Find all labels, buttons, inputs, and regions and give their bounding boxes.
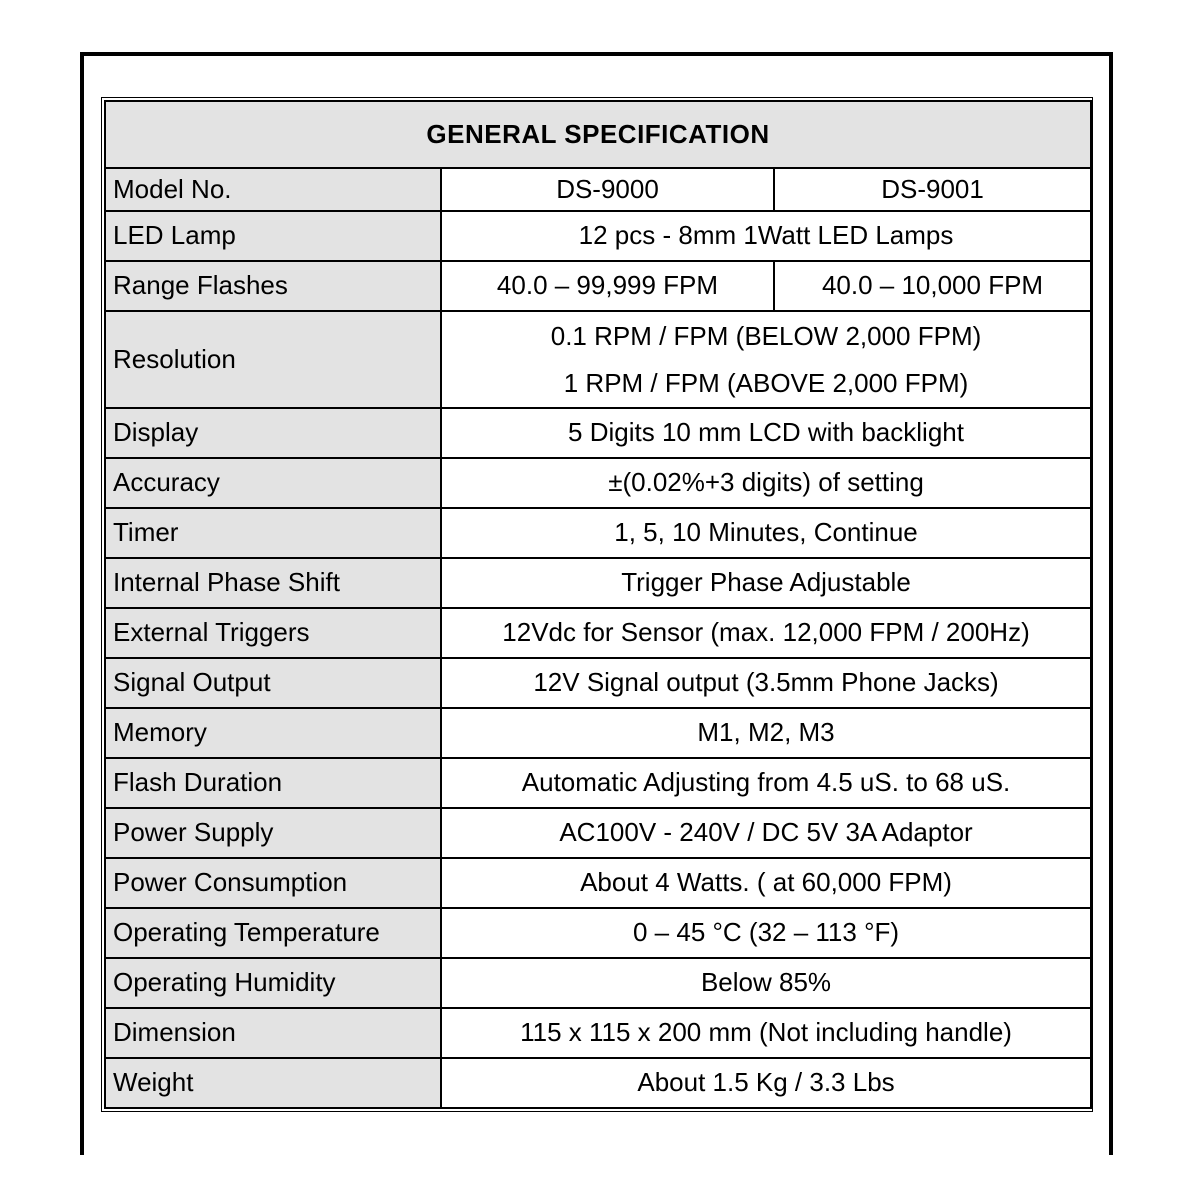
spec-value-range-ds9000: 40.0 – 99,999 FPM xyxy=(441,261,774,311)
table-title: GENERAL SPECIFICATION xyxy=(105,101,1091,168)
spec-label-accuracy: Accuracy xyxy=(105,458,441,508)
spec-label-weight: Weight xyxy=(105,1058,441,1108)
spec-value-operating-temperature: 0 – 45 °C (32 – 113 °F) xyxy=(441,908,1091,958)
spec-value-display: 5 Digits 10 mm LCD with backlight xyxy=(441,408,1091,458)
table-row xyxy=(105,858,1091,908)
table-row xyxy=(105,508,1091,558)
table-row xyxy=(105,758,1091,808)
table-row xyxy=(105,608,1091,658)
spec-value-memory: M1, M2, M3 xyxy=(441,708,1091,758)
table-row xyxy=(105,658,1091,708)
spec-value-led-lamp: 12 pcs - 8mm 1Watt LED Lamps xyxy=(441,211,1091,261)
spec-value-operating-humidity: Below 85% xyxy=(441,958,1091,1008)
table-row xyxy=(105,408,1091,458)
resolution-line-1: 0.1 RPM / FPM (BELOW 2,000 FPM) xyxy=(550,320,982,351)
spec-value-internal-phase-shift: Trigger Phase Adjustable xyxy=(441,558,1091,608)
table-row xyxy=(105,261,1091,311)
spec-label-resolution: Resolution xyxy=(105,311,441,408)
spec-value-range-ds9001: 40.0 – 10,000 FPM xyxy=(774,261,1091,311)
spec-value-timer: 1, 5, 10 Minutes, Continue xyxy=(441,508,1091,558)
specification-table xyxy=(104,100,1092,1109)
spec-value-external-triggers: 12Vdc for Sensor (max. 12,000 FPM / 200Hz) xyxy=(441,608,1091,658)
spec-label-operating-humidity: Operating Humidity xyxy=(105,958,441,1008)
table-row xyxy=(105,558,1091,608)
table-row xyxy=(105,808,1091,858)
table-row xyxy=(105,1058,1091,1108)
table-header-row xyxy=(105,101,1091,168)
spec-value-accuracy: ±(0.02%+3 digits) of setting xyxy=(441,458,1091,508)
spec-label-dimension: Dimension xyxy=(105,1008,441,1058)
table-row xyxy=(105,458,1091,508)
spec-value-power-consumption: About 4 Watts. ( at 60,000 FPM) xyxy=(441,858,1091,908)
table-row xyxy=(105,211,1091,261)
spec-value-signal-output: 12V Signal output (3.5mm Phone Jacks) xyxy=(441,658,1091,708)
spec-label-signal-output: Signal Output xyxy=(105,658,441,708)
spec-value-model-ds9001: DS-9001 xyxy=(774,168,1091,211)
specification-table-wrapper xyxy=(101,97,1093,1112)
resolution-line-2: 1 RPM / FPM (ABOVE 2,000 FPM) xyxy=(563,367,969,398)
spec-label-led-lamp: LED Lamp xyxy=(105,211,441,261)
spec-value-weight: About 1.5 Kg / 3.3 Lbs xyxy=(441,1058,1091,1108)
spec-value-power-supply: AC100V - 240V / DC 5V 3A Adaptor xyxy=(441,808,1091,858)
table-row xyxy=(105,908,1091,958)
spec-value-model-ds9000: DS-9000 xyxy=(441,168,774,211)
table-row xyxy=(105,1008,1091,1058)
table-row xyxy=(105,168,1091,211)
spec-label-display: Display xyxy=(105,408,441,458)
table-row xyxy=(105,708,1091,758)
spec-value-dimension: 115 x 115 x 200 mm (Not including handle) xyxy=(441,1008,1091,1058)
spec-label-external-triggers: External Triggers xyxy=(105,608,441,658)
spec-label-model-no: Model No. xyxy=(105,168,441,211)
spec-value-resolution xyxy=(441,311,1091,408)
table-row xyxy=(105,958,1091,1008)
spec-value-flash-duration: Automatic Adjusting from 4.5 uS. to 68 uS. xyxy=(441,758,1091,808)
spec-label-operating-temperature: Operating Temperature xyxy=(105,908,441,958)
spec-label-flash-duration: Flash Duration xyxy=(105,758,441,808)
spec-label-range-flashes: Range Flashes xyxy=(105,261,441,311)
spec-label-internal-phase-shift: Internal Phase Shift xyxy=(105,558,441,608)
table-row xyxy=(105,311,1091,408)
spec-label-memory: Memory xyxy=(105,708,441,758)
spec-label-power-supply: Power Supply xyxy=(105,808,441,858)
spec-label-power-consumption: Power Consumption xyxy=(105,858,441,908)
spec-label-timer: Timer xyxy=(105,508,441,558)
